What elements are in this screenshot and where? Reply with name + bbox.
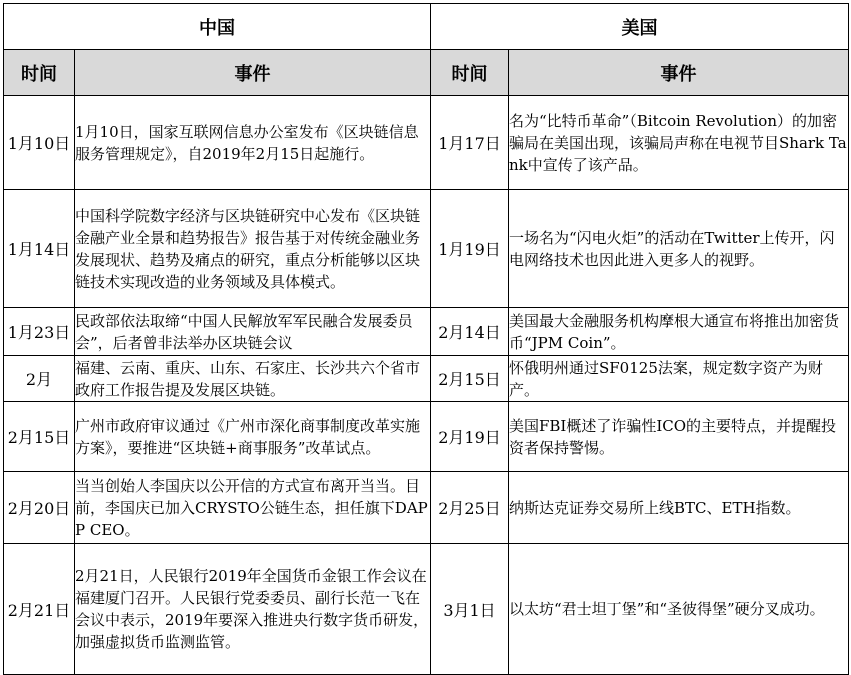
us-date: 1月19日 — [431, 190, 509, 308]
table-row — [4, 402, 849, 472]
table-row — [4, 356, 849, 402]
cn-event: 广州市政府审议通过《广州市深化商事制度改革实施方案》，要推进“区块链+商事服务”改革试点。 — [75, 402, 431, 472]
us-event: 一场名为“闪电火炬”的活动在Twitter上传开，闪电网络技术也因此进入更多人的视野。 — [509, 190, 849, 308]
us-event-header: 事件 — [509, 50, 849, 96]
table-row — [4, 96, 849, 190]
cn-date: 1月14日 — [4, 190, 75, 308]
cn-date: 2月21日 — [4, 544, 75, 675]
table-row — [4, 190, 849, 308]
cn-date: 2月 — [4, 356, 75, 402]
table-row — [4, 544, 849, 675]
us-date: 2月19日 — [431, 402, 509, 472]
cn-event: 1月10日，国家互联网信息办公室发布《区块链信息服务管理规定》，自2019年2月15日起施行。 — [75, 96, 431, 190]
us-event: 名为“比特币革命”（Bitcoin Revolution）的加密骗局在美国出现，该骗局声称在电视节目Shark Tank中宣传了该产品。 — [509, 96, 849, 190]
cn-event-header: 事件 — [75, 50, 431, 96]
us-time-header: 时间 — [431, 50, 509, 96]
us-date: 2月14日 — [431, 308, 509, 356]
column-header-row — [4, 50, 849, 96]
cn-date: 2月20日 — [4, 472, 75, 544]
cn-date: 1月23日 — [4, 308, 75, 356]
table-row — [4, 308, 849, 356]
us-date: 2月25日 — [431, 472, 509, 544]
cn-event: 中国科学院数字经济与区块链研究中心发布《区块链金融产业全景和趋势报告》报告基于对传统金融业务发展现状、趋势及痛点的研究，重点分析能够以区块链技术实现改造的业务领域及具体模式。 — [75, 190, 431, 308]
us-event: 纳斯达克证券交易所上线BTC、ETH指数。 — [509, 472, 849, 544]
us-date: 2月15日 — [431, 356, 509, 402]
cn-time-header: 时间 — [4, 50, 75, 96]
us-date: 3月1日 — [431, 544, 509, 675]
us-event: 怀俄明州通过SF0125法案，规定数字资产为财产。 — [509, 356, 849, 402]
us-event: 以太坊“君士坦丁堡”和“圣彼得堡”硬分叉成功。 — [509, 544, 849, 675]
cn-date: 1月10日 — [4, 96, 75, 190]
cn-date: 2月15日 — [4, 402, 75, 472]
country-header-row — [4, 4, 849, 50]
cn-event: 福建、云南、重庆、山东、石家庄、长沙共六个省市政府工作报告提及发展区块链。 — [75, 356, 431, 402]
china-header: 中国 — [4, 4, 431, 50]
cn-event: 当当创始人李国庆以公开信的方式宣布离开当当。目前，李国庆已加入CRYSTO公链生态，担任旗下DAPP CEO。 — [75, 472, 431, 544]
table-row — [4, 472, 849, 544]
events-table — [3, 3, 849, 675]
us-event: 美国最大金融服务机构摩根大通宣布将推出加密货币“JPM Coin”。 — [509, 308, 849, 356]
cn-event: 民政部依法取缔“中国人民解放军军民融合发展委员会”，后者曾非法举办区块链会议 — [75, 308, 431, 356]
us-date: 1月17日 — [431, 96, 509, 190]
cn-event: 2月21日，人民银行2019年全国货币金银工作会议在福建厦门召开。人民银行党委委员、副行长范一飞在会议中表示，2019年要深入推进央行数字货币研发，加强虚拟货币监测监管。 — [75, 544, 431, 675]
us-event: 美国FBI概述了诈骗性ICO的主要特点，并提醒投资者保持警惕。 — [509, 402, 849, 472]
usa-header: 美国 — [431, 4, 849, 50]
